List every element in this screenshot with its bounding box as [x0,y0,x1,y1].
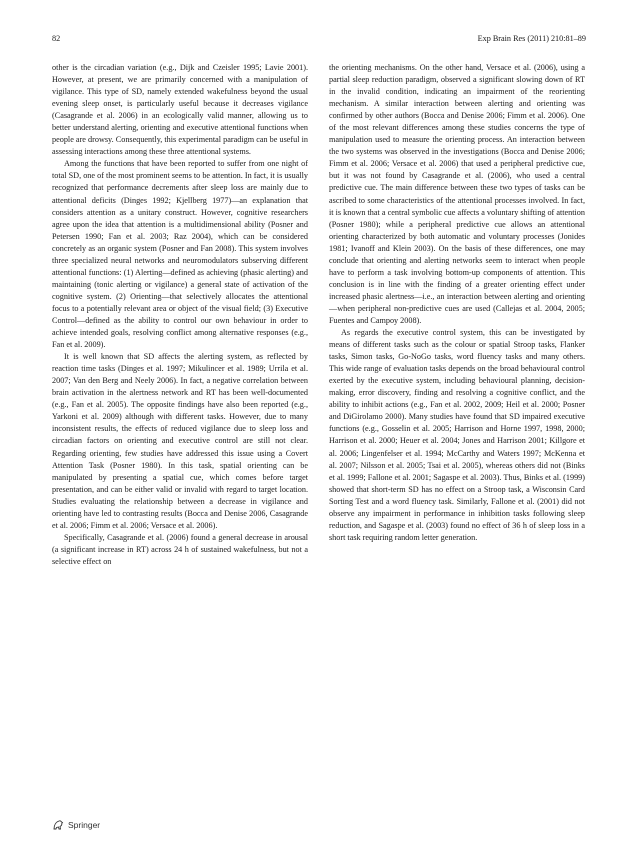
page-footer [52,818,100,832]
paragraph: As regards the executive control system, this can be investigated by means of different tasks such as the colour or spatial Stroop tasks, Flanker tasks, Simon tasks, Go-NoGo tasks, word fluency tasks and many others. This wide range of evaluation tasks depends on the broad behavioural control exerted by the executive system, including behavioural planning, decision-making, error discovery, finding and resolving a cognitive conflict, and the ability to inhibit actions (e.g., Fan et al. 2002, 2009; Heil et al. 2000; Posner and DiGirolamo 2000). Many studies have found that SD impaired executive functions (e.g., Gosselin et al. 2005; Harrison and Horne 1997, 1998, 2000; Harrison et al. 2000; Heuer et al. 2004; Jones and Harrison 2001; Killgore et al. 2006; Lingenfelser et al. 1994; McCarthy and Waters 1997; McKenna et al. 2007; Nilsson et al. 2005; Tsai et al. 2005), whereas others did not (Binks et al. 1999; Fallone et al. 2001; Sagaspe et al. 2003). Thus, Binks et al. (1999) showed that short-term SD has no effect on a Stroop task, a Wisconsin Card Sorting Test and a word fluency task. Similarly, Fallone et al. (2001) did not observe any impairment in performance in inhibition tasks following sleep reduction, and Sagaspe et al. (2003) found no effect of 36 h of sleep loss in a short task requiring random letter generation. [329,328,585,542]
journal-citation: Exp Brain Res (2011) 210:81–89 [477,34,586,43]
left-column [52,62,308,568]
right-column [329,62,585,544]
paragraph: the orienting mechanisms. On the other hand, Versace et al. (2006), using a partial sleep reduction paradigm, observed a significant slowing down of RT in the invalid condition, indicating an impairment of the reorienting mechanism. A similar interaction between alerting and orienting was confirmed by other authors (Bocca and Denise 2006; Fimm et al. 2006). One of the most relevant differences among these studies concerns the type of manipulation used to measure the orienting process. An interaction between the two systems was observed in the investigations (Bocca and Denise 2006; Fimm et al. 2006; Versace et al. 2006) that used a peripheral predictive cue, but it was not found by Casagrande et al. (2006), who used a central predictive cue. The main difference between these two types of tasks can be ascribed to some characteristics of the attentional processes involved. In fact, it is known that a central symbolic cue affects a voluntary shifting of attention (Posner 1980); while a peripheral predictive cue allows an attentional orienting characterized by both automatic and voluntary processes (Jonides 1981; Ivanoff and Klein 2003). On the basis of these differences, one may conclude that orienting and alerting networks seem to interact when people have to perform a task involving bottom-up components of attention. This conclusion is in line with the finding of a greater orienting effect under increased phasic alertness—i.e., an interaction between alerting and orienting—when peripheral non-predictive cues are used (Callejas et al. 2004, 2005; Fuentes and Campoy 2008). [329,63,585,325]
running-header [52,33,586,45]
paragraph: Among the functions that have been reported to suffer from one night of total SD, one of the most prominent seems to be attention. In fact, it is usually recognized that performance decrements after sleep loss are mainly due to attentional deficits (Dinges 1992; Kjellberg 1977)—an explanation that considers attention as a unitary construct. However, cognitive researchers agree upon the idea that attention is a multidimensional ability (Posner and Petersen 1990; Fan et al. 2003; Raz 2004), which can be considered concretely as an organic system (Posner and Fan 2008). This system involves three specialized neural networks and neuromodulators subserving different attentional functions: (1) Alerting—defined as achieving (phasic alerting) and maintaining (tonic alerting or vigilance) a general state of activation of the cognitive system. (2) Orienting—that selectively allocates the attentional focus to a potentially relevant area or object of the visual field; (3) Executive Control—defined as the ability to control our own behaviour in order to achieve intended goals, resolving conflict among alternative responses (e.g., Fan et al. 2009). [52,159,308,350]
page-number: 82 [52,34,61,43]
paragraph: other is the circadian variation (e.g., Dijk and Czeisler 1995; Lavie 2001). However, at present, we are primarily concerned with a manipulation of vigilance. This type of SD, namely extended wakefulness beyond the usual evening sleep onset, is particularly useful because it decreases vigilance (Casagrande et al. 2006) in an ecologically valid manner, allowing us to better understand alerting, orienting and executive attentional functions when people are drowsy. Consequently, this experimental paradigm can be useful in assessing interactions among these three attentional systems. [52,63,308,157]
paragraph: Specifically, Casagrande et al. (2006) found a general decrease in arousal (a significant increase in RT) across 24 h of sustained wakefulness, but not a selective effect on [52,532,308,566]
springer-horse-icon [52,819,64,831]
paragraph: It is well known that SD affects the alerting system, as reflected by reaction time tasks (Dinges et al. 1997; Mikulincer et al. 1989; Urrila et al. 2007; Van den Berg and Neely 2006). In fact, a negative correlation between brain activation in the alertness network and RT has been well-documented (e.g., Fan et al. 2005). The opposite findings have also been reported (e.g., Yarkoni et al. 2009) although with different tasks. However, due to many inconsistent results, the effects of reduced vigilance due to sleep loss and circadian factors on orienting and executive control are still not clear. Regarding orienting, few studies have addressed this issue using a Covert Attention Task (Posner 1980). In this task, spatial orienting can be manipulated by presenting a spatial cue, which comes before target presentation, and can be either valid or invalid with regard to target location. Studies evaluating the relationship between a decrease in vigilance and orienting have led to contrasting results (Bocca and Denise 2006, Casagrande et al. 2006; Fimm et al. 2006; Versace et al. 2006). [52,352,308,530]
publisher-name: Springer [68,820,101,830]
